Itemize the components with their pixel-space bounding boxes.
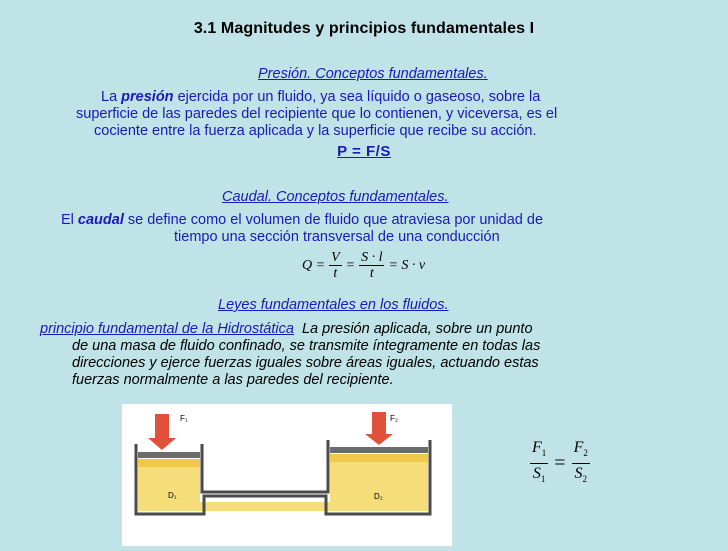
leyes-line1-rest: La presión aplicada, sobre un punto (301, 321, 533, 337)
label-f1: F₁ (180, 414, 188, 423)
hydraulic-press-svg (122, 404, 452, 546)
pascal-frac2-den: $S_2$ (574, 465, 587, 485)
piston-left (138, 452, 200, 458)
leyes-heading[interactable] (218, 297, 449, 313)
caudal-formula-eq: = (345, 257, 356, 273)
label-f2: F₂ (390, 414, 398, 423)
caudal-fraction-2 (359, 250, 384, 281)
leyes-line-3: direcciones y ejerce fuerzas iguales sobre áreas iguales, actuando estas (72, 355, 539, 371)
piston-right (330, 447, 428, 453)
arrow-f2-head (365, 434, 393, 445)
arrow-f1-shaft (155, 414, 169, 438)
fluid-right-top (330, 454, 428, 462)
pascal-formula (530, 438, 590, 489)
pascal-fraction-1 (530, 438, 548, 489)
leyes-heading-text[interactable]: Leyes fundamentales en los fluidos (218, 297, 445, 313)
presion-heading-text[interactable]: Presión. Conceptos fundamentales (258, 66, 484, 82)
arrow-f1-head (148, 438, 176, 450)
container-inner-wall (202, 440, 328, 492)
presion-formula: P = F/S (337, 143, 391, 160)
caudal-formula-tail: = S · v (388, 257, 426, 273)
presion-line-2: superficie de las paredes del recipiente que lo contienen, y viceversa, es el (76, 106, 558, 122)
caudal-fraction-1 (329, 250, 342, 281)
caudal-formula (302, 250, 425, 281)
hydraulic-press-diagram (122, 404, 452, 546)
fluid-bottom (138, 502, 428, 511)
presion-heading-dot: . (483, 66, 488, 82)
caudal-line-1 (61, 212, 543, 229)
label-d2: D₂ (374, 492, 383, 501)
page-title: 3.1 Magnitudes y principios fundamentales I (193, 20, 535, 37)
caudal-frac2-den: t (369, 266, 374, 281)
caudal-term: caudal (77, 212, 124, 228)
caudal-line1-rest: se define como el volumen de fluido que atraviesa por unidad de (123, 212, 544, 228)
pascal-frac1-den: $S_1$ (532, 465, 546, 485)
presion-line-1 (101, 89, 540, 106)
leyes-line-4: fuerzas normalmente a las paredes del recipiente. (72, 372, 394, 388)
presion-line1-rest: ejercida por un fluido, ya sea líquido o gaseoso, sobre la (173, 89, 541, 105)
leyes-line-1 (40, 321, 533, 338)
caudal-frac2-num: S · l (361, 250, 383, 265)
presion-heading[interactable] (258, 66, 488, 82)
caudal-pre: El (61, 212, 78, 228)
pascal-frac2-num: $F_2$ (572, 438, 590, 464)
caudal-frac1-den: t (333, 266, 338, 281)
caudal-line-2: tiempo una sección transversal de una conducción (174, 229, 500, 245)
caudal-heading[interactable]: Caudal. Conceptos fundamentales. (222, 189, 449, 205)
caudal-formula-q: Q = (302, 257, 326, 273)
hidrostatica-link[interactable]: principio fundamental de la Hidrostática (40, 321, 294, 337)
label-d1: D₁ (168, 491, 177, 500)
pascal-formula-eq: = (554, 452, 566, 475)
presion-term: presión (121, 89, 174, 105)
caudal-frac1-num: V (331, 250, 340, 265)
leyes-heading-dot: . (444, 297, 449, 313)
presion-line-3: cociente entre la fuerza aplicada y la superficie que recibe su acción. (94, 123, 537, 139)
presion-pre: La (101, 89, 122, 105)
arrow-f2-shaft (372, 412, 386, 434)
pascal-frac1-num: $F_1$ (530, 438, 548, 464)
pascal-fraction-2 (572, 438, 590, 489)
fluid-left-top (138, 459, 200, 467)
leyes-line-2: de una masa de fluido confinado, se transmite íntegramente en todas las (72, 338, 541, 354)
